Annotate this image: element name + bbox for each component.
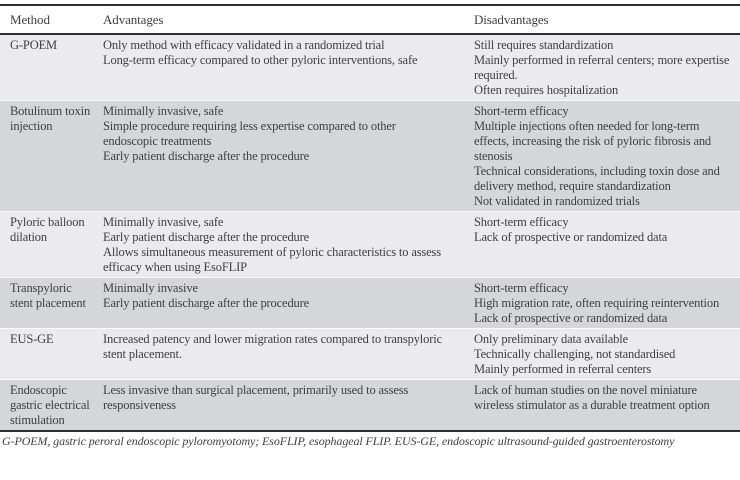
table-row	[0, 278, 740, 329]
column-header-method: Method	[0, 6, 95, 34]
advantage-item: Minimally invasive, safe	[103, 104, 224, 118]
advantages-cell	[95, 101, 466, 212]
disadvantage-item: Short-term efficacy	[474, 281, 569, 295]
column-header-advantages: Advantages	[95, 6, 466, 34]
disadvantage-item: Often requires hospitalization	[474, 83, 619, 97]
table-row	[0, 380, 740, 431]
disadvantages-cell	[466, 101, 740, 212]
paper-table-page	[0, 4, 740, 448]
method-cell: Transpyloric stent placement	[0, 278, 95, 329]
disadvantage-item: Technical considerations, including toxin dose and delivery method, require standardization	[474, 164, 720, 193]
advantage-item: Allows simultaneous measurement of pyloric characteristics to assess efficacy when using EsoFLIP	[103, 245, 441, 274]
advantage-item: Only method with efficacy validated in a randomized trial	[103, 38, 385, 52]
method-cell: Endoscopic gastric electrical stimulation	[0, 380, 95, 431]
advantage-item: Long-term efficacy compared to other pyloric interventions, safe	[103, 53, 418, 67]
advantage-item: Increased patency and lower migration rates compared to transpyloric stent placement.	[103, 332, 442, 361]
disadvantages-cell	[466, 380, 740, 431]
disadvantage-item: Only preliminary data available	[474, 332, 628, 346]
disadvantage-item: Short-term efficacy	[474, 104, 569, 118]
table-row	[0, 212, 740, 278]
advantage-item: Early patient discharge after the procedure	[103, 230, 310, 244]
advantages-cell	[95, 34, 466, 101]
table-row	[0, 329, 740, 380]
disadvantage-item: Technically challenging, not standardised	[474, 347, 676, 361]
table-footnote: G-POEM, gastric peroral endoscopic pyloromyotomy; EsoFLIP, esophageal FLIP. EUS-GE, endoscopic ultrasound-guided gastroenterostomy	[0, 430, 740, 448]
disadvantage-item: Mainly performed in referral centers; more expertise required.	[474, 53, 730, 82]
methods-comparison-table	[0, 6, 740, 430]
advantage-item: Less invasive than surgical placement, primarily used to assess responsiveness	[103, 383, 409, 412]
advantages-cell	[95, 380, 466, 431]
table-body	[0, 34, 740, 430]
methods-comparison-table-wrap	[0, 4, 740, 430]
method-cell: EUS-GE	[0, 329, 95, 380]
advantages-cell	[95, 329, 466, 380]
disadvantage-item: Lack of human studies on the novel miniature wireless stimulator as a durable treatment option	[474, 383, 710, 412]
advantage-item: Simple procedure requiring less expertise compared to other endoscopic treatments	[103, 119, 396, 148]
disadvantage-item: Lack of prospective or randomized data	[474, 230, 668, 244]
column-header-disadvantages: Disadvantages	[466, 6, 740, 34]
disadvantage-item: Not validated in randomized trials	[474, 194, 640, 208]
disadvantage-item: Lack of prospective or randomized data	[474, 311, 668, 325]
method-cell: Botulinum toxin injection	[0, 101, 95, 212]
advantage-item: Early patient discharge after the procedure	[103, 149, 310, 163]
disadvantage-item: Multiple injections often needed for long-term effects, increasing the risk of pyloric fibrosis and stenosis	[474, 119, 712, 163]
table-row	[0, 101, 740, 212]
table-header	[0, 6, 740, 34]
table-row	[0, 34, 740, 101]
advantage-item: Minimally invasive, safe	[103, 215, 224, 229]
disadvantage-item: Still requires standardization	[474, 38, 614, 52]
advantage-item: Minimally invasive	[103, 281, 198, 295]
method-cell: G-POEM	[10, 38, 58, 52]
disadvantages-cell	[466, 278, 740, 329]
disadvantages-cell	[466, 212, 740, 278]
disadvantages-cell	[466, 34, 740, 101]
advantage-item: Early patient discharge after the procedure	[103, 296, 310, 310]
table-header-row	[0, 6, 740, 34]
advantages-cell	[95, 212, 466, 278]
disadvantages-cell	[466, 329, 740, 380]
method-cell: Pyloric balloon dilation	[0, 212, 95, 278]
disadvantage-item: High migration rate, often requiring reintervention	[474, 296, 720, 310]
disadvantage-item: Short-term efficacy	[474, 215, 569, 229]
advantages-cell	[95, 278, 466, 329]
disadvantage-item: Mainly performed in referral centers	[474, 362, 652, 376]
